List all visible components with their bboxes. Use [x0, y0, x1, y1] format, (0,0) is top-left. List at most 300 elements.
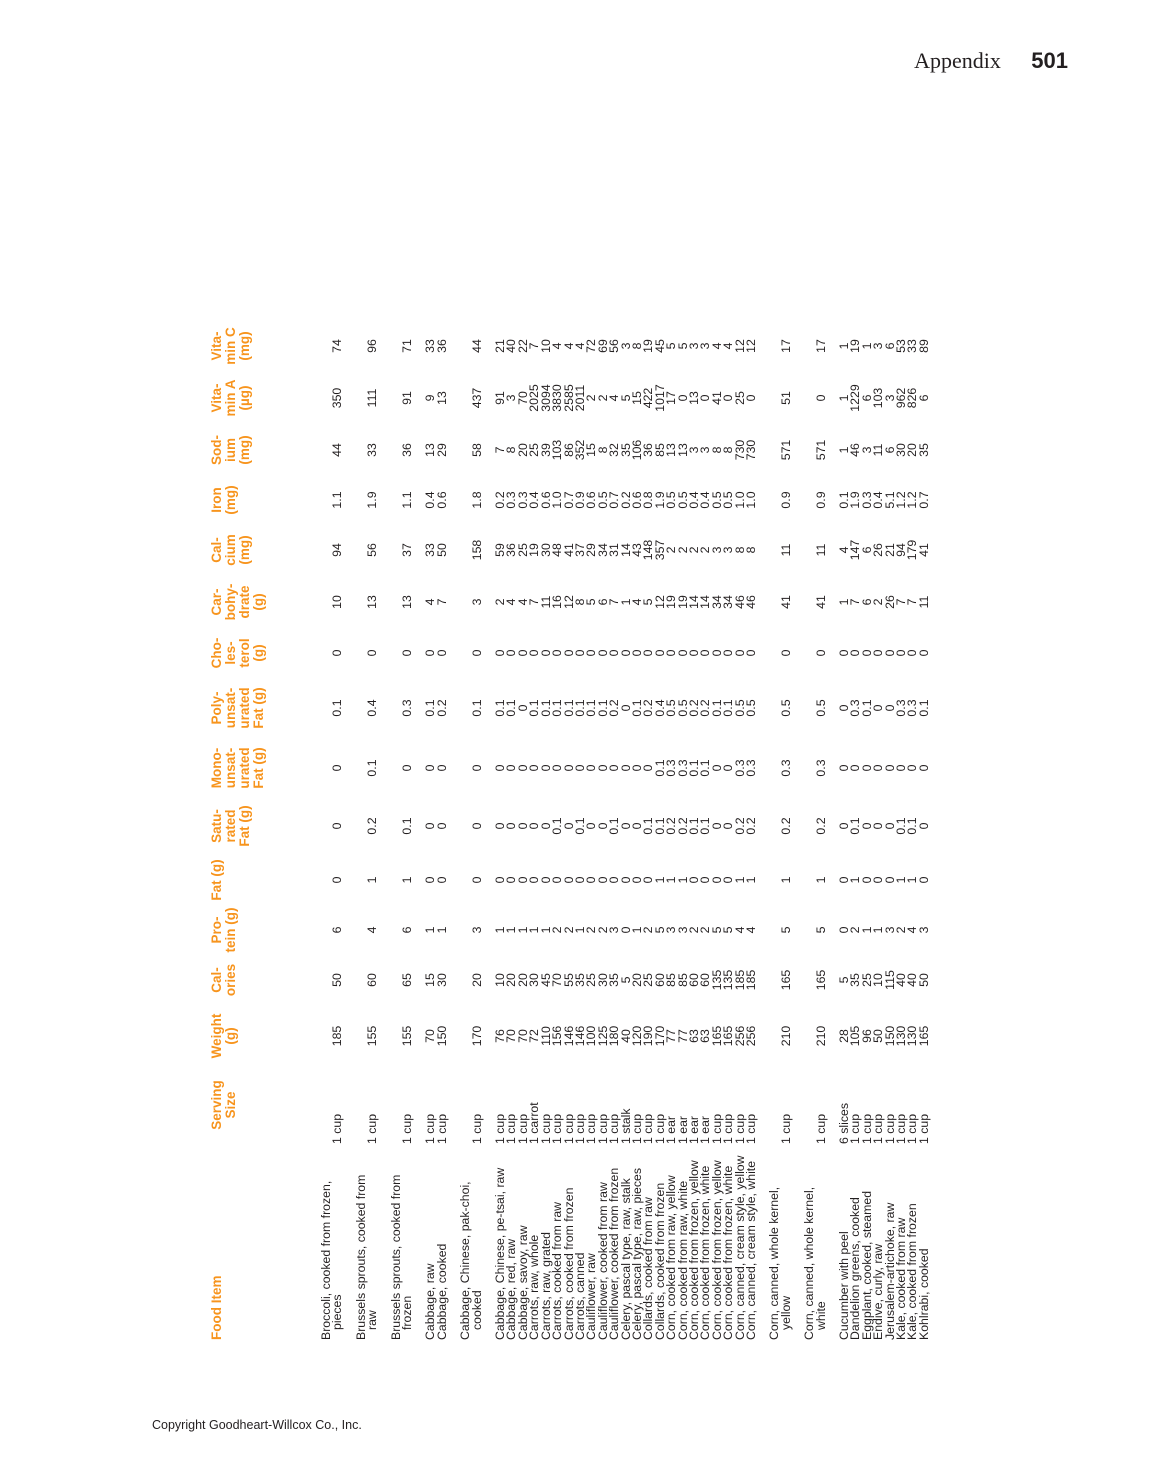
serving-size-cell: 1 cup — [538, 1113, 553, 1144]
value-cell: 15 — [629, 391, 644, 405]
food-item-name: Carrots, cooked from frozen — [561, 1187, 576, 1340]
value-cell: 0 — [698, 649, 713, 657]
value-cell: 33 — [423, 543, 438, 557]
value-cell: 4 — [607, 394, 622, 402]
serving-size-cell: 1 cup — [778, 1113, 793, 1144]
value-cell: 422 — [641, 387, 656, 409]
value-cell: 0 — [469, 649, 484, 657]
value-cell: 41 — [561, 543, 576, 557]
value-cell: 0.2 — [778, 817, 793, 835]
value-cell: 125 — [595, 1025, 610, 1047]
value-cell: 2 — [871, 598, 886, 606]
value-cell: 20 — [469, 973, 484, 987]
value-cell: 1 — [859, 926, 874, 934]
value-cell: 7 — [434, 598, 449, 606]
value-cell: 11 — [538, 595, 553, 609]
copyright-footer: Copyright Goodheart-Willcox Co., Inc. — [152, 1418, 362, 1432]
value-cell: 4 — [550, 342, 565, 350]
value-cell: 0 — [515, 822, 530, 830]
value-cell: 21 — [882, 543, 897, 557]
food-item-name-continued: yellow — [778, 1295, 793, 1330]
food-item-name-continued: pieces — [330, 1294, 345, 1330]
value-cell: 2 — [584, 926, 599, 934]
value-cell: 0 — [607, 764, 622, 772]
value-cell: 0.1 — [629, 699, 644, 717]
value-cell: 0 — [871, 876, 886, 884]
value-cell: 0 — [837, 704, 852, 712]
value-cell: 120 — [629, 1025, 644, 1047]
value-cell: 0 — [527, 764, 542, 772]
value-cell: 1 — [778, 876, 793, 884]
value-cell: 135 — [709, 969, 724, 991]
value-cell: 0.1 — [423, 699, 438, 717]
value-cell: 3094 — [538, 384, 553, 412]
value-cell: 2 — [698, 926, 713, 934]
running-head — [914, 48, 1068, 74]
value-cell: 37 — [572, 543, 587, 557]
value-cell: 94 — [894, 543, 909, 557]
value-cell: 6 — [882, 342, 897, 350]
serving-size-cell: 1 cup — [434, 1113, 449, 1144]
food-item-name: Cabbage, Chinese, pe-tsai, raw — [493, 1167, 508, 1340]
value-cell: 210 — [778, 1025, 793, 1047]
value-cell: 1.9 — [365, 491, 380, 509]
table-row — [518, 320, 529, 1340]
value-cell: 45 — [652, 339, 667, 353]
value-cell: 0 — [629, 649, 644, 657]
value-cell: 0.1 — [916, 699, 931, 717]
food-item-name: Cauliflower, raw — [584, 1253, 599, 1340]
serving-size-cell: 1 cup — [595, 1113, 610, 1144]
value-cell: 185 — [330, 1025, 345, 1047]
food-item-name: Cabbage, cooked — [434, 1243, 449, 1340]
value-cell: 0 — [504, 822, 519, 830]
food-item-name-continued: cooked — [469, 1290, 484, 1330]
value-cell: 1 — [618, 598, 633, 606]
value-cell: 6 — [916, 394, 931, 402]
value-cell: 0.5 — [595, 491, 610, 509]
value-cell: 0 — [905, 764, 920, 772]
value-cell: 70 — [515, 391, 530, 405]
value-cell: 0.1 — [721, 699, 736, 717]
value-cell: 0.1 — [561, 699, 576, 717]
food-item-name: Carrots, raw, whole — [527, 1234, 542, 1340]
value-cell: 0.3 — [504, 491, 519, 509]
serving-size-cell: 1 cup — [871, 1113, 886, 1144]
value-cell: 3 — [469, 926, 484, 934]
value-cell: 0 — [584, 764, 599, 772]
table-row — [413, 320, 436, 1340]
column-header: Fat (g) — [209, 859, 224, 901]
value-cell: 1 — [837, 394, 852, 402]
value-cell: 11 — [813, 543, 828, 557]
value-cell: 0.1 — [686, 759, 701, 777]
value-cell: 0.1 — [652, 759, 667, 777]
value-cell: 48 — [550, 543, 565, 557]
value-cell: 100 — [584, 1025, 599, 1047]
value-cell: 0 — [721, 822, 736, 830]
food-item-name: Celery, pascal type, raw, pieces — [629, 1167, 644, 1340]
value-cell: 35 — [572, 973, 587, 987]
food-item-name: Celery, pascal type, raw, stalk — [618, 1178, 633, 1340]
value-cell: 3 — [686, 342, 701, 350]
value-cell: 0 — [584, 876, 599, 884]
value-cell: 0.4 — [365, 699, 380, 717]
value-cell: 0.1 — [709, 699, 724, 717]
value-cell: 1017 — [652, 384, 667, 412]
value-cell: 72 — [584, 339, 599, 353]
value-cell: 13 — [675, 443, 690, 457]
value-cell: 29 — [434, 443, 449, 457]
value-cell: 0.6 — [584, 491, 599, 509]
value-cell: 5 — [675, 342, 690, 350]
value-cell: 0 — [871, 704, 886, 712]
food-item-name-continued: raw — [365, 1310, 380, 1330]
value-cell: 0 — [493, 822, 508, 830]
value-cell: 0 — [916, 649, 931, 657]
value-cell: 0.5 — [675, 699, 690, 717]
value-cell: 0 — [365, 649, 380, 657]
value-cell: 0 — [493, 649, 508, 657]
value-cell: 29 — [584, 543, 599, 557]
value-cell: 0 — [629, 822, 644, 830]
serving-size-cell: 1 cup — [572, 1113, 587, 1144]
value-cell: 156 — [550, 1025, 565, 1047]
value-cell: 0.1 — [905, 817, 920, 835]
serving-size-cell: 1 cup — [905, 1113, 920, 1144]
value-cell: 0.1 — [641, 817, 656, 835]
value-cell: 60 — [698, 973, 713, 987]
value-cell: 256 — [744, 1025, 758, 1047]
value-cell: 7 — [527, 598, 542, 606]
value-cell: 72 — [527, 1029, 542, 1043]
value-cell: 2011 — [572, 384, 587, 412]
column-header: Food Item — [209, 1275, 224, 1340]
serving-size-cell: 1 cup — [652, 1113, 667, 1144]
value-cell: 210 — [813, 1025, 828, 1047]
food-item-name: Endive, curly, raw — [871, 1243, 886, 1340]
value-cell: 0.1 — [837, 491, 852, 509]
value-cell: 0.1 — [550, 699, 565, 717]
value-cell: 22 — [515, 339, 530, 353]
value-cell: 3 — [721, 546, 736, 554]
food-item-cell — [434, 1144, 449, 1340]
value-cell: 20 — [629, 973, 644, 987]
value-cell: 0.4 — [686, 491, 701, 509]
value-cell: 0 — [675, 394, 690, 402]
value-cell: 730 — [744, 439, 758, 461]
value-cell: 3 — [664, 926, 679, 934]
value-cell: 4 — [572, 342, 587, 350]
column-header: Poly- unsat- urated Fat (g) — [209, 687, 266, 729]
value-cell: 0 — [527, 649, 542, 657]
value-cell: 5 — [709, 926, 724, 934]
serving-size-cell: 6 slices — [837, 1102, 852, 1144]
value-cell: 34 — [721, 595, 736, 609]
value-cell: 25 — [527, 443, 542, 457]
nutrition-table — [210, 320, 930, 1340]
serving-size-cell: 1 ear — [664, 1115, 679, 1144]
value-cell: 0.6 — [538, 491, 553, 509]
value-cell: 2 — [686, 546, 701, 554]
value-cell: 179 — [905, 539, 920, 561]
value-cell: 30 — [538, 543, 553, 557]
value-cell: 3 — [859, 446, 874, 454]
value-cell: 0 — [434, 764, 449, 772]
value-cell: 28 — [837, 1029, 852, 1043]
table-row — [344, 320, 379, 1340]
value-cell: 58 — [469, 443, 484, 457]
value-cell: 46 — [732, 595, 747, 609]
value-cell: 0.2 — [744, 817, 758, 835]
value-cell: 0 — [330, 649, 345, 657]
value-cell: 13 — [664, 443, 679, 457]
value-cell: 70 — [504, 1029, 519, 1043]
value-cell: 1 — [434, 926, 449, 934]
value-cell: 437 — [469, 387, 484, 409]
serving-size-cell: 1 cup — [859, 1113, 874, 1144]
value-cell: 20 — [504, 973, 519, 987]
value-cell: 0 — [894, 764, 909, 772]
value-cell: 0 — [721, 764, 736, 772]
value-cell: 7 — [894, 598, 909, 606]
value-cell: 130 — [905, 1025, 920, 1047]
value-cell: 1 — [400, 876, 415, 884]
value-cell: 19 — [664, 595, 679, 609]
value-cell: 0.1 — [859, 699, 874, 717]
value-cell: 2 — [675, 546, 690, 554]
value-cell: 2 — [641, 926, 656, 934]
value-cell: 6 — [400, 926, 415, 934]
value-cell: 0.5 — [732, 699, 747, 717]
food-item-cell — [344, 1144, 379, 1340]
value-cell: 3 — [916, 926, 931, 934]
food-item-name: Broccoli, cooked from frozen, — [319, 1180, 333, 1340]
column-header: Mono- unsat- urated Fat (g) — [209, 747, 266, 789]
serving-size-cell: 1 cup — [365, 1113, 380, 1144]
value-cell: 2025 — [527, 384, 542, 412]
value-cell: 111 — [365, 388, 380, 408]
value-cell: 0 — [423, 822, 438, 830]
value-cell: 0 — [423, 649, 438, 657]
value-cell: 0 — [515, 876, 530, 884]
value-cell: 0.1 — [652, 817, 667, 835]
value-cell: 7 — [848, 598, 863, 606]
value-cell: 0 — [721, 394, 736, 402]
table-row — [919, 320, 930, 1340]
value-cell: 1 — [675, 876, 690, 884]
value-cell: 5 — [664, 342, 679, 350]
food-item-cell — [916, 1144, 931, 1340]
value-cell: 0 — [538, 649, 553, 657]
value-cell: 4 — [515, 598, 530, 606]
value-cell: 0 — [882, 704, 897, 712]
value-cell: 0 — [709, 876, 724, 884]
value-cell: 147 — [848, 539, 863, 561]
value-cell: 3 — [504, 394, 519, 402]
value-cell: 0.3 — [675, 759, 690, 777]
value-cell: 0 — [721, 876, 736, 884]
value-cell: 50 — [330, 973, 345, 987]
value-cell: 0 — [618, 822, 633, 830]
value-cell: 170 — [652, 1025, 667, 1047]
food-item-name: Corn, cooked from frozen, white — [721, 1165, 736, 1340]
section-title: Appendix — [914, 48, 1001, 73]
value-cell: 0 — [618, 764, 633, 772]
food-item-name: Corn, cooked from frozen, yellow — [709, 1160, 724, 1340]
value-cell: 0.6 — [629, 491, 644, 509]
value-cell: 4 — [709, 342, 724, 350]
value-cell: 2 — [664, 546, 679, 554]
value-cell: 0 — [732, 649, 747, 657]
column-header: Satu- rated Fat (g) — [209, 805, 252, 847]
value-cell: 7 — [527, 342, 542, 350]
food-item-cell — [827, 1144, 850, 1340]
value-cell: 74 — [330, 339, 345, 353]
serving-size-cell: 1 cup — [732, 1113, 747, 1144]
value-cell: 65 — [400, 973, 415, 987]
value-cell: 1 — [871, 926, 886, 934]
value-cell: 0 — [641, 649, 656, 657]
value-cell: 4 — [837, 546, 852, 554]
value-cell: 7 — [905, 598, 920, 606]
serving-size-cell: 1 cup — [400, 1113, 415, 1144]
value-cell: 44 — [469, 339, 484, 353]
value-cell: 0 — [848, 764, 863, 772]
value-cell: 0.7 — [607, 491, 622, 509]
value-cell: 1 — [732, 876, 747, 884]
value-cell: 135 — [721, 969, 736, 991]
value-cell: 0.5 — [675, 491, 690, 509]
food-item-name: Dandelion greens, cooked — [848, 1197, 863, 1340]
value-cell: 0 — [607, 649, 622, 657]
value-cell: 0 — [515, 764, 530, 772]
value-cell: 0 — [400, 649, 415, 657]
serving-size-cell: 1 cup — [515, 1113, 530, 1144]
value-cell: 190 — [641, 1025, 656, 1047]
value-cell: 0 — [721, 649, 736, 657]
serving-size-cell: 1 cup — [330, 1113, 345, 1144]
value-cell: 0 — [595, 876, 610, 884]
value-cell: 3 — [675, 926, 690, 934]
value-cell: 0.1 — [595, 699, 610, 717]
value-cell: 7 — [493, 446, 508, 454]
value-cell: 0 — [434, 822, 449, 830]
value-cell: 1 — [664, 876, 679, 884]
value-cell: 0.3 — [848, 699, 863, 717]
value-cell: 158 — [469, 539, 484, 561]
value-cell: 0.1 — [894, 817, 909, 835]
value-cell: 170 — [469, 1025, 484, 1047]
value-cell: 0 — [629, 764, 644, 772]
value-cell: 0 — [916, 876, 931, 884]
value-cell: 8 — [732, 546, 747, 554]
value-cell: 0 — [871, 649, 886, 657]
value-cell: 0.1 — [400, 817, 415, 835]
table-row — [437, 320, 448, 1340]
value-cell: 130 — [894, 1025, 909, 1047]
table-header-row — [210, 320, 321, 1340]
value-cell: 0 — [330, 822, 345, 830]
value-cell: 0.5 — [721, 491, 736, 509]
value-cell: 70 — [423, 1029, 438, 1043]
value-cell: 357 — [652, 539, 667, 561]
value-cell: 20 — [905, 443, 920, 457]
value-cell: 0 — [550, 764, 565, 772]
value-cell: 5 — [778, 926, 793, 934]
value-cell: 26 — [871, 543, 886, 557]
value-cell: 0 — [837, 926, 852, 934]
value-cell: 1 — [837, 342, 852, 350]
value-cell: 0 — [618, 704, 633, 712]
value-cell: 0 — [709, 764, 724, 772]
value-cell: 0 — [561, 822, 576, 830]
value-cell: 0.1 — [493, 699, 508, 717]
value-cell: 37 — [400, 543, 415, 557]
value-cell: 6 — [882, 446, 897, 454]
food-item-name: Jerusalem-artichoke, raw — [882, 1202, 897, 1340]
value-cell: 0.4 — [652, 699, 667, 717]
value-cell: 8 — [744, 546, 758, 554]
value-cell: 1 — [538, 926, 553, 934]
value-cell: 8 — [504, 446, 519, 454]
food-item-name: Cucumber with peel — [837, 1231, 852, 1340]
value-cell: 0.2 — [641, 699, 656, 717]
value-cell: 0.2 — [365, 817, 380, 835]
value-cell: 0 — [629, 876, 644, 884]
value-cell: 0.1 — [572, 699, 587, 717]
value-cell: 103 — [550, 439, 565, 461]
value-cell: 0 — [882, 764, 897, 772]
value-cell: 70 — [515, 1029, 530, 1043]
value-cell: 14 — [686, 595, 701, 609]
column-header: Weight (g) — [209, 1013, 238, 1059]
value-cell: 0 — [686, 649, 701, 657]
value-cell: 63 — [698, 1029, 713, 1043]
value-cell: 0.2 — [813, 817, 828, 835]
value-cell: 0 — [905, 649, 920, 657]
value-cell: 89 — [916, 339, 931, 353]
value-cell: 4 — [561, 342, 576, 350]
value-cell: 0 — [618, 876, 633, 884]
value-cell: 0.2 — [618, 491, 633, 509]
value-cell: 0 — [837, 649, 852, 657]
table-row — [792, 320, 827, 1340]
serving-size-cell: 1 ear — [698, 1115, 713, 1144]
value-cell: 0 — [504, 649, 519, 657]
value-cell: 0.3 — [813, 759, 828, 777]
value-cell: 2 — [561, 926, 576, 934]
value-cell: 8 — [595, 446, 610, 454]
value-cell: 0 — [698, 394, 713, 402]
value-cell: 5 — [584, 598, 599, 606]
value-cell: 0 — [837, 822, 852, 830]
value-cell: 0 — [595, 649, 610, 657]
value-cell: 2 — [550, 926, 565, 934]
value-cell: 34 — [709, 595, 724, 609]
value-cell: 106 — [629, 439, 644, 461]
value-cell: 96 — [365, 339, 380, 353]
value-cell: 25 — [584, 973, 599, 987]
value-cell: 39 — [538, 443, 553, 457]
value-cell: 25 — [859, 973, 874, 987]
food-item-cell — [379, 1144, 414, 1340]
value-cell: 0.9 — [813, 491, 828, 509]
value-cell: 0.5 — [744, 699, 758, 717]
value-cell: 69 — [595, 339, 610, 353]
value-cell: 19 — [848, 339, 863, 353]
value-cell: 0 — [859, 876, 874, 884]
